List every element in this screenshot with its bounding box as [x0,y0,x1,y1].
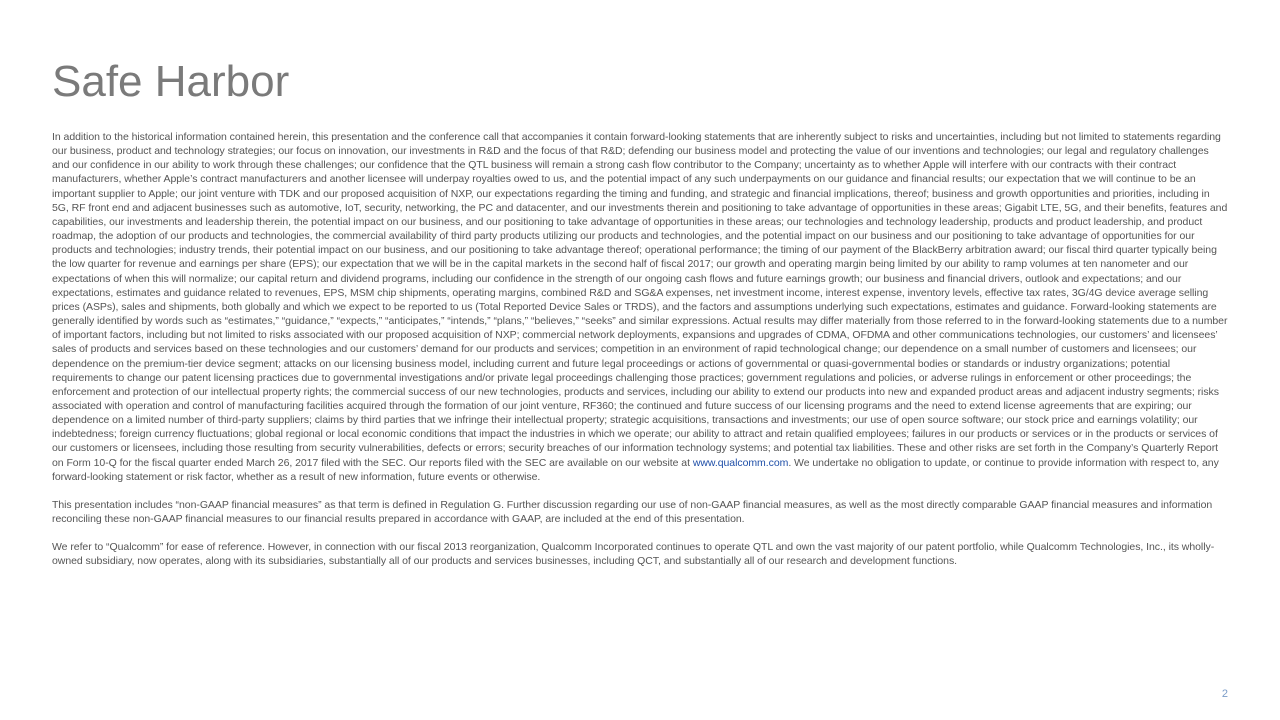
non-gaap-paragraph: This presentation includes “non-GAAP financial measures” as that term is defined in Regulation G. Further discussion regarding our use of non-GAAP financial measures, as well as the most directly comparable GAAP financial measures and information reconciling these non-GAAP financial measures to our financial results prepared in accordance with GAAP, are included at the end of this presentation. [52,498,1213,526]
qualcomm-reference-paragraph: We refer to “Qualcomm” for ease of reference. However, in connection with our fiscal 2013 reorganization, Qualcomm Incorporated continues to operate QTL and own the vast majority of our patent portfolio, while Qualcomm Technologies, Inc., its wholly-owned subsidiary, now operates, along with its subsidiaries, substantially all of our products and services businesses, including QCT, and substantially all of our research and development functions. [52,541,1215,568]
forward-looking-text: In addition to the historical information contained herein, this presentation and the conference call that accompanies it contain forward-looking statements that are inherently subject to risks and uncertainties, including but not limited to statements regarding our business, product and technology strategies; our focus on innovation, our investments in R&D and the focus of that R&D; defending our business model and protecting the value of our inventions and technologies; our legal and regulatory challenges and our confidence in our ability to work through these challenges; our confidence that the QTL business will remain a strong cash flow contributor to the Company; uncertainty as to whether Apple will interfere with our contracts with their contract manufacturers, whether Apple’s contract manufacturers and another licensee will underpay royalties owed to us, and the potential impact of any such underpayments on our guidance and financial results; our expectation that we will continue to be an important supplier to Apple; our joint venture with TDK and our proposed acquisition of NXP, our expectations regarding the timing and funding, and strategic and financial implications, thereof; business and growth opportunities and priorities, including in 5G, RF front end and adjacent businesses such as automotive, IoT, security, networking, the PC and datacenter, and our investments therein and positioning to take advantage of opportunities in these areas; Gigabit LTE, 5G, and their benefits, features and capabilities, our investments and leadership therein, the potential impact on our business, and our positioning to take advantage of opportunities in these areas; our technologies and technology leadership, products and product leadership, and product roadmap, the adoption of our products and technologies, the commercial availability of third party products utilizing our products and technologies, and the potential impact on our business and our positioning to take advantage of opportunities for our products and technologies; industry trends, their potential impact on our business, and our positioning to take advantage thereof; operational performance; the timing of our payment of the BlackBerry arbitration award; our fiscal third quarter typically being the low quarter for revenue and earnings per share (EPS); our expectation that we will be in the capital markets in the second half of fiscal 2017; our growth and operating margin being limited by our ability to ramp volumes at ten nanometer and our expectations of when this will normalize; our capital return and dividend programs, including our confidence in the strength of our ongoing cash flows and future earnings growth; our business and financial drivers, outlook and expectations; and our expectations, estimates and guidance related to revenues, EPS, MSM chip shipments, operating margins, combined R&D and SG&A expenses, net investment income, interest expense, inventory levels, effective tax rates, 3G/4G device average selling prices (ASPs), sales and shipments, both globally and which we expect to be reported to us (Total Reported Device Sales or TRDS), and the factors and assumptions underlying such expectations, estimates and guidance. Forward-looking statements are generally identified by words such as “estimates,” “guidance,” “expects,” “anticipates,” “intends,” “plans,” “believes,” “seeks” and similar expressions. Actual results may differ materially from those referred to in the forward-looking statements due to a number of important factors, including but not limited to risks associated with our proposed acquisition of NXP; commercial network deployments, expansions and upgrades of CDMA, OFDMA and other communications technologies, our customers’ and licensees’ sales of products and services based on these technologies and our customers’ demand for our products and services; competition in an environment of rapid technological change; our dependence on a small number of customers and licensees; our dependence on the premium-tier device segment; attacks on our licensing business model, including current and future legal proceedings or actions of governmental or quasi-governmental bodies or standards or industry organizations; potential requirements to change our patent licensing practices due to governmental investigations and/or private legal proceedings challenging those practices; government regulations and policies, or adverse rulings in enforcement or other proceedings; the enforcement and protection of our intellectual property rights; the commercial success of our new technologies, products and services, including our ability to extend our products into new and expanded product areas and adjacent industry segments; risks associated with operation and control of manufacturing facilities acquired through the formation of our joint venture, RF360; the continued and future success of our licensing programs and the need to extend license agreements that are expiring; our dependence on a limited number of third-party suppliers; claims by third parties that we infringe their intellectual property; strategic acquisitions, transactions and investments; our use of open source software; our stock price and earnings volatility; our indebtedness; foreign currency fluctuations; global regional or local economic conditions that impact the industries in which we operate; our ability to attract and retain qualified employees; failures in our products or services or in the products or services of our customers or licensees, including those resulting from security vulnerabilities, defects or errors; security breaches of our information technology systems; and potential tax liabilities. These and other risks are set forth in the Company’s Quarterly Report on Form 10-Q for the fiscal quarter ended March 26, 2017 filed with the SEC. Our reports filed with the SEC are available on our website at [52,131,1228,469]
slide-title: Safe Harbor [52,57,290,106]
forward-looking-text-end: . We undertake no obligation to update, or continue to provide information with respect to, any forward-looking statement or risk factor, whether as a result of new information, future events or otherwise. [52,456,1219,483]
forward-looking-paragraph [52,130,1228,484]
slide-body [52,130,1228,569]
page-number: 2 [1221,688,1228,700]
website-link[interactable]: www.qualcomm.com [692,456,789,469]
